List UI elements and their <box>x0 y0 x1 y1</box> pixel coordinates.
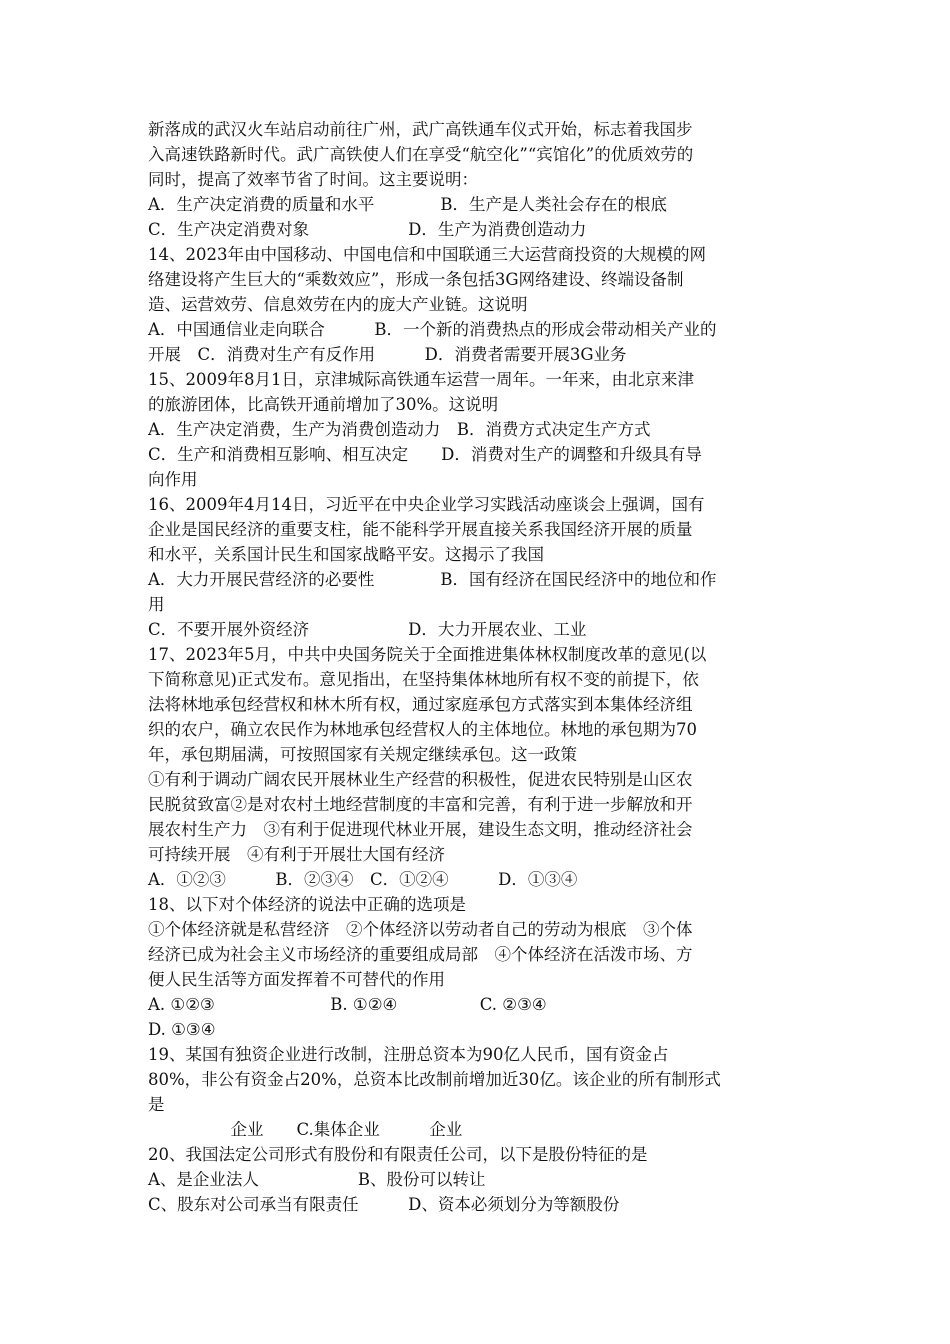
text-line: A、是企业法人 B、股份可以转让 <box>148 1170 486 1189</box>
text-line: 年，承包期届满，可按照国家有关规定继续承包。这一政策 <box>148 745 577 764</box>
text-line: 经济已成为社会主义市场经济的重要组成局部 ④个体经济在活泼市场、方 <box>148 945 693 964</box>
text-line: 展农村生产力 ③有利于促进现代林业开展，建设生态文明，推动经济社会 <box>148 820 693 839</box>
question-19: 19、某国有独资企业进行改制，注册总资本为90亿人民币，国有资金占 <box>148 1045 669 1064</box>
text-line: 下简称意见)正式发布。意见指出，在坚持集体林地所有权不变的前提下，依 <box>148 670 699 689</box>
text-line: 络建设将产生巨大的“乘数效应”，形成一条包括3G网络建设、终端设备制 <box>148 270 684 289</box>
text-line: 80%，非公有资金占20%，总资本比改制前增加近30亿。该企业的所有制形式 <box>148 1070 721 1089</box>
text-line: A．①②③ B．②③④ C．①②④ D．①③④ <box>148 870 578 889</box>
text-line: D. ①③④ <box>148 1020 216 1039</box>
text-line: C、股东对公司承当有限责任 D、资本必须划分为等额股份 <box>148 1195 620 1214</box>
text-line: 的旅游团体，比高铁开通前增加了30%。这说明 <box>148 395 499 414</box>
text-line: 同时，提高了效率节省了时间。这主要说明： <box>148 170 478 189</box>
text-line: C．不要开展外资经济 D．大力开展农业、工业 <box>148 620 587 639</box>
text-line: 企业是国民经济的重要支柱，能不能科学开展直接关系我国经济开展的质量 <box>148 520 693 539</box>
question-20: 20、我国法定公司形式有股份和有限责任公司，以下是股份特征的是 <box>148 1145 648 1164</box>
text-line: A．中国通信业走向联合 B．一个新的消费热点的形成会带动相关产业的 <box>148 320 717 339</box>
text-line: 企业 C.集体企业 企业 <box>148 1120 463 1139</box>
question-17: 17、2023年5月，中共中央国务院关于全面推进集体林权制度改革的意见(以 <box>148 645 707 664</box>
text-line: 造、运营效劳、信息效劳在内的庞大产业链。这说明 <box>148 295 528 314</box>
text-line: ①个体经济就是私营经济 ②个体经济以劳动者自己的劳动为根底 ③个体 <box>148 920 693 939</box>
text-line: 和水平，关系国计民生和国家战略平安。这揭示了我国 <box>148 545 544 564</box>
text-line: A．生产决定消费，生产为消费创造动力 B．消费方式决定生产方式 <box>148 420 651 439</box>
text-line: ①有利于调动广阔农民开展林业生产经营的积极性，促进农民特别是山区农 <box>148 770 693 789</box>
text-line: 法将林地承包经营权和林木所有权，通过家庭承包方式落实到本集体经济组 <box>148 695 693 714</box>
question-14: 14、2023年由中国移动、中国电信和中国联通三大运营商投资的大规模的网 <box>148 245 706 264</box>
text-line: 民脱贫致富②是对农村土地经营制度的丰富和完善，有利于进一步解放和开 <box>148 795 693 814</box>
text-line: 可持续开展 ④有利于开展壮大国有经济 <box>148 845 445 864</box>
question-18: 18、以下对个体经济的说法中正确的选项是 <box>148 895 466 914</box>
text-line: A．生产决定消费的质量和水平 B．生产是人类社会存在的根底 <box>148 195 668 214</box>
text-line: 开展 C．消费对生产有反作用 D．消费者需要开展3G业务 <box>148 345 627 364</box>
question-16: 16、2009年4月14日，习近平在中央企业学习实践活动座谈会上强调，国有 <box>148 495 705 514</box>
text-line: 便人民生活等方面发挥着不可替代的作用 <box>148 970 445 989</box>
text-line: C．生产决定消费对象 D．生产为消费创造动力 <box>148 220 587 239</box>
document-body <box>148 117 808 1217</box>
text-line: 织的农户，确立农民作为林地承包经营权人的主体地位。林地的承包期为70 <box>148 720 697 739</box>
text-line: C．生产和消费相互影响、相互决定 D．消费对生产的调整和升级具有导 <box>148 445 702 464</box>
text-line: 向作用 <box>148 470 198 489</box>
text-line: A．大力开展民营经济的必要性 B．国有经济在国民经济中的地位和作 <box>148 570 717 589</box>
question-15: 15、2009年8月1日，京津城际高铁通车运营一周年。一年来，由北京来津 <box>148 370 694 389</box>
text-line: 新落成的武汉火车站启动前往广州，武广高铁通车仪式开始，标志着我国步 <box>148 120 693 139</box>
text-line: 入高速铁路新时代。武广高铁使人们在享受“航空化”“宾馆化”的优质效劳的 <box>148 145 694 164</box>
text-line: 是 <box>148 1095 165 1114</box>
text-line: A. ①②③ B. ①②④ C. ②③④ <box>148 995 547 1014</box>
text-line: 用 <box>148 595 165 614</box>
